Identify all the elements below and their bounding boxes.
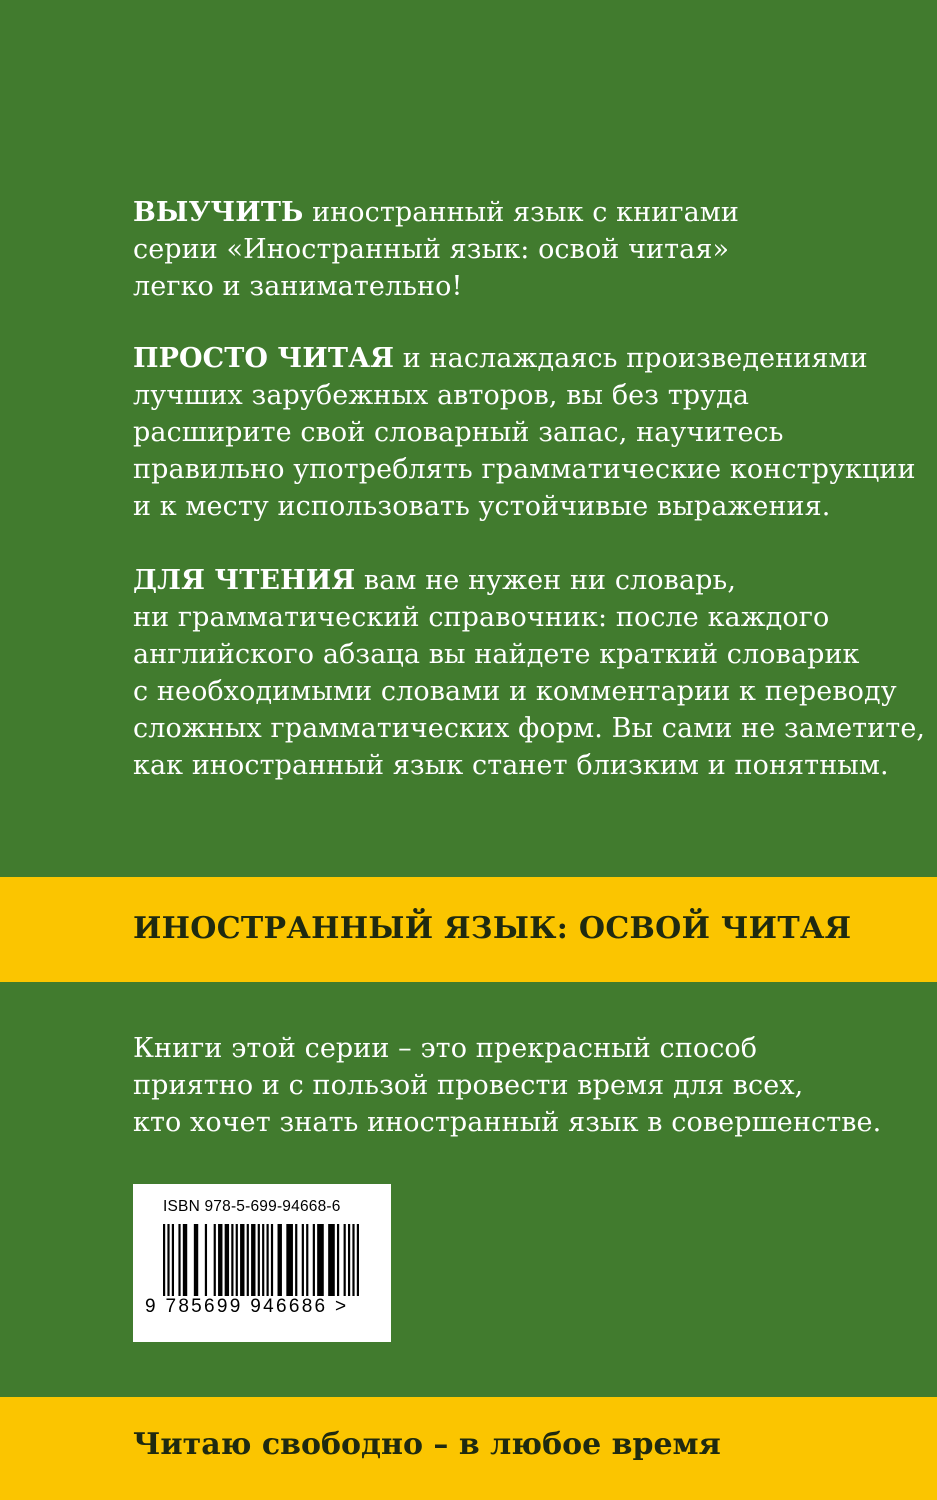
barcode-bar (337, 1224, 339, 1296)
barcode-bar (317, 1224, 324, 1296)
barcode-bar (194, 1224, 198, 1296)
barcode-bar (231, 1224, 233, 1296)
slogan-band (0, 1397, 937, 1500)
barcode-bar (313, 1224, 315, 1296)
reading-paragraph (133, 340, 916, 525)
barcode-bar (357, 1224, 359, 1296)
series-description (133, 1030, 913, 1141)
barcode-bar (214, 1224, 216, 1296)
series-title: ИНОСТРАННЫЙ ЯЗЫК: ОСВОЙ ЧИТАЯ (133, 911, 852, 946)
barcode-bar (163, 1224, 165, 1296)
barcode-bar (328, 1224, 335, 1296)
dictionary-line-5: сложных грамматических форм. Вы сами не заметите, (133, 713, 926, 744)
barcode-bar (225, 1224, 229, 1296)
barcode-bar (218, 1224, 222, 1296)
reading-line-1-rest: и наслаждаясь произведениями (394, 343, 868, 374)
barcode-bar (344, 1224, 346, 1296)
dictionary-line-3: английского абзаца вы найдете краткий словарик (133, 639, 860, 670)
isbn-barcode (133, 1184, 391, 1342)
intro-line-1-rest: иностранный язык с книгами (303, 197, 739, 228)
reading-line-3: расширите свой словарный запас, научитесь (133, 417, 784, 448)
barcode-bar (247, 1224, 249, 1296)
barcode-bar (240, 1224, 244, 1296)
dictionary-line-6: как иностранный язык станет близким и понятным. (133, 750, 889, 781)
series-title-band (0, 877, 937, 982)
barcode-bar (278, 1224, 282, 1296)
dictionary-line-4: с необходимыми словами и комментарии к переводу (133, 676, 897, 707)
barcode-bar (183, 1224, 187, 1296)
barcode-digits: 9 785699 946686 > (145, 1296, 349, 1317)
intro-lead: ВЫУЧИТЬ (133, 197, 304, 228)
series-line-2: приятно и с пользой провести время для всех, (133, 1070, 804, 1101)
reading-line-4: правильно употреблять грамматические конструкции (133, 454, 916, 485)
slogan: Читаю свободно – в любое время (133, 1427, 721, 1462)
reading-line-5: и к месту использовать устойчивые выражения. (133, 491, 831, 522)
series-line-3: кто хочет знать иностранный язык в совершенстве. (133, 1107, 882, 1138)
series-line-1: Книги этой серии – это прекрасный способ (133, 1033, 758, 1064)
barcode-bar (178, 1224, 180, 1296)
dictionary-line-1-rest: вам не нужен ни словарь, (355, 565, 737, 596)
barcode-bar (167, 1224, 169, 1296)
isbn-label: ISBN 978-5-699-94668-6 (163, 1198, 341, 1215)
barcode-bar (251, 1224, 255, 1296)
barcode-bar (352, 1224, 354, 1296)
dictionary-line-1 (133, 562, 913, 599)
barcode-bar (271, 1224, 273, 1296)
intro-line-3: легко и занимательно! (133, 271, 463, 302)
barcode-bar (236, 1224, 238, 1296)
intro-paragraph (133, 194, 913, 305)
intro-line-2: серии «Иностранный язык: освой читая» (133, 234, 730, 265)
barcode-bar (262, 1224, 264, 1296)
barcode-bar (348, 1224, 350, 1296)
intro-line-1 (133, 194, 913, 231)
dictionary-lead: ДЛЯ ЧТЕНИЯ (133, 565, 356, 596)
barcode-bar (258, 1224, 260, 1296)
barcode-bar (172, 1224, 174, 1296)
reading-lead: ПРОСТО ЧИТАЯ (133, 343, 395, 374)
dictionary-line-2: ни грамматический справочник: после каждого (133, 602, 830, 633)
dictionary-paragraph (133, 562, 926, 784)
barcode-bar (302, 1224, 304, 1296)
barcode-bar (306, 1224, 308, 1296)
barcode-bar (205, 1224, 207, 1296)
barcode-bars (163, 1224, 359, 1296)
reading-line-1 (133, 340, 913, 377)
barcode-bar (267, 1224, 269, 1296)
reading-line-2: лучших зарубежных авторов, вы без труда (133, 380, 750, 411)
barcode-bar (286, 1224, 293, 1296)
barcode-bar (295, 1224, 297, 1296)
